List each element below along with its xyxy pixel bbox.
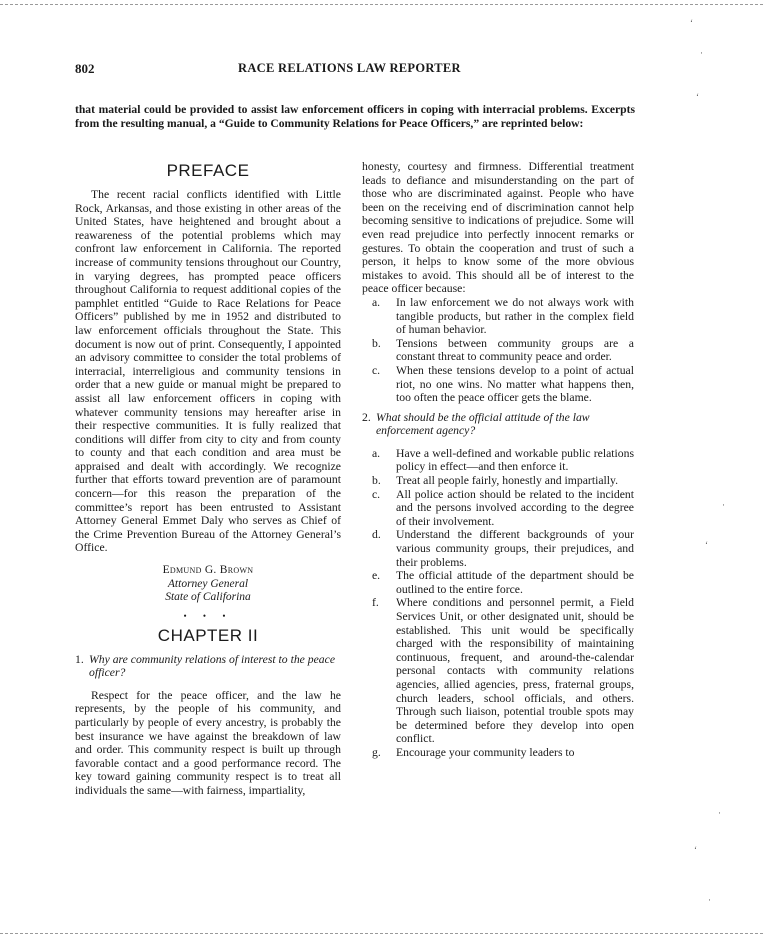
list-item: a. In law enforcement we do not always work with tangible products, but rather in the complex field of human behavior.: [372, 295, 634, 337]
list-item: g. Encourage your community leaders to: [372, 745, 575, 759]
question-2-number: 2.: [362, 410, 371, 424]
signature-name: Edmund G. Brown: [162, 564, 254, 577]
list-item: e. The official attitude of the department should be outlined to the entire force.: [372, 569, 634, 596]
right-column: [362, 160, 634, 760]
question-2: [362, 411, 634, 438]
signature-state: State of Califorina: [165, 591, 251, 604]
signature-title: Attorney General: [167, 577, 249, 590]
page-number: 802: [75, 61, 95, 76]
scan-speck: ·: [718, 808, 721, 818]
section-separator: • • •: [183, 610, 233, 621]
list-item: f. Where conditions and personnel permit, a Field Services Unit, or other designated unit, should be established. This unit would be specifically charged with the responsibility of maintaining continuous, frequent, and around-the-calendar personal contacts with community relations agencies, allied agencies, press, fraternal groups, church leaders, school officials, and others. Through such liaison, potential trouble spots may be determined before they develop into open conflict.: [372, 596, 634, 746]
question-1-number: 1.: [75, 652, 84, 666]
top-dashed-rule: [0, 4, 763, 5]
list-item: c. When these tensions develop to a point of actual riot, no one wins. No matter what happens then, too often the peace officer gets the blame.: [372, 363, 634, 405]
question-2-list: [362, 447, 634, 760]
list-item: b. Tensions between community groups are a constant threat to community peace and order.: [372, 336, 634, 364]
question-1-list: [362, 296, 634, 405]
intro-paragraph: that material could be provided to assist law enforcement officers in coping with interracial problems. Excerpts from the resulting manual, a “Guide to Community Relations for Peace Officers,” are reprinted below:: [75, 103, 635, 130]
scan-speck: ‘: [694, 845, 697, 855]
list-item: d. Understand the different backgrounds of your various community groups, their prejudices, and their problems.: [372, 528, 634, 569]
left-column: [75, 160, 341, 797]
scan-speck: ‘: [690, 18, 693, 28]
preface-heading: PREFACE: [166, 161, 250, 180]
question-1-answer-part2: honesty, courtesy and firmness. Differential treatment leads to defiance and misunderstanding on the part of those who are discriminated against. People who have been on the receiving end of discrimination cannot help becoming sensitive to indications of prejudice. Some will even read prejudice into perfectly innocent remarks or gestures. To obtain the cooperation and trust of such a person, it helps to know some of the more obvious mistakes to avoid. This should all be of interest to the peace officer because:: [362, 160, 634, 296]
preface-body: The recent racial conflicts identified with Little Rock, Arkansas, and those existing in other areas of the United States, have heightened and brought about a reawareness of the potential problems which may confront law enforcement in California. The reported increase of community tensions throughout our Country, in varying degrees, has prompted peace officers throughout California to request additional copies of the pamphlet entitled “Guide to Race Relations for Peace Officers” published by me in 1952 and distributed to law enforcement officials throughout the State. This document is now out of print. Consequently, I appointed an advisory committee to consider the total problems of interracial, interreligious and community tensions in order that a new guide or manual might be prepared to assist all law enforcement officers in coping with whatever community tensions may hereafter arise in their respective communities. It is fully realized that conditions will differ from city to city and from county to county and that each condition and area must be appraised and dealt with accordingly. We recognize further that efforts toward prevention are of paramount concern—for this reason the preparation of the committee’s report has been entrusted to Assistant Attorney General Emmet Daly who serves as Chief of the Crime Prevention Bureau of the Attorney General’s Office.: [75, 188, 341, 555]
bottom-dashed-rule: [0, 933, 763, 934]
question-1: [75, 653, 341, 680]
scan-speck: ·: [700, 48, 703, 58]
signature-block: [75, 564, 341, 605]
question-1-text: Why are community relations of interest to the peace officer?: [89, 652, 336, 680]
scan-speck: ·: [722, 500, 725, 510]
scan-speck: ·: [708, 895, 711, 905]
question-1-answer-part1: Respect for the peace officer, and the law he represents, by the people of his community, and particularly by people of every ancestry, is probably the best insurance we have against the breakdown of law and order. This community respect is built up through favorable contact and a good performance record. The key toward gaining community respect is to treat all individuals the same—with fairness, impartiality,: [75, 688, 341, 797]
question-2-text: What should be the official attitude of the law enforcement agency?: [376, 410, 590, 438]
scan-speck: ‘: [705, 540, 708, 550]
scan-speck: ‘: [696, 92, 699, 102]
running-header: RACE RELATIONS LAW REPORTER: [238, 61, 461, 75]
list-item: a. Have a well-defined and workable public relations policy in effect—and then enforce it.: [372, 446, 634, 474]
list-item: b. Treat all people fairly, honestly and impartially.: [372, 474, 619, 488]
chapter-heading: CHAPTER II: [157, 625, 259, 645]
list-item: c. All police action should be related to the incident and the persons involved according to the degree of their involvement.: [372, 487, 634, 528]
